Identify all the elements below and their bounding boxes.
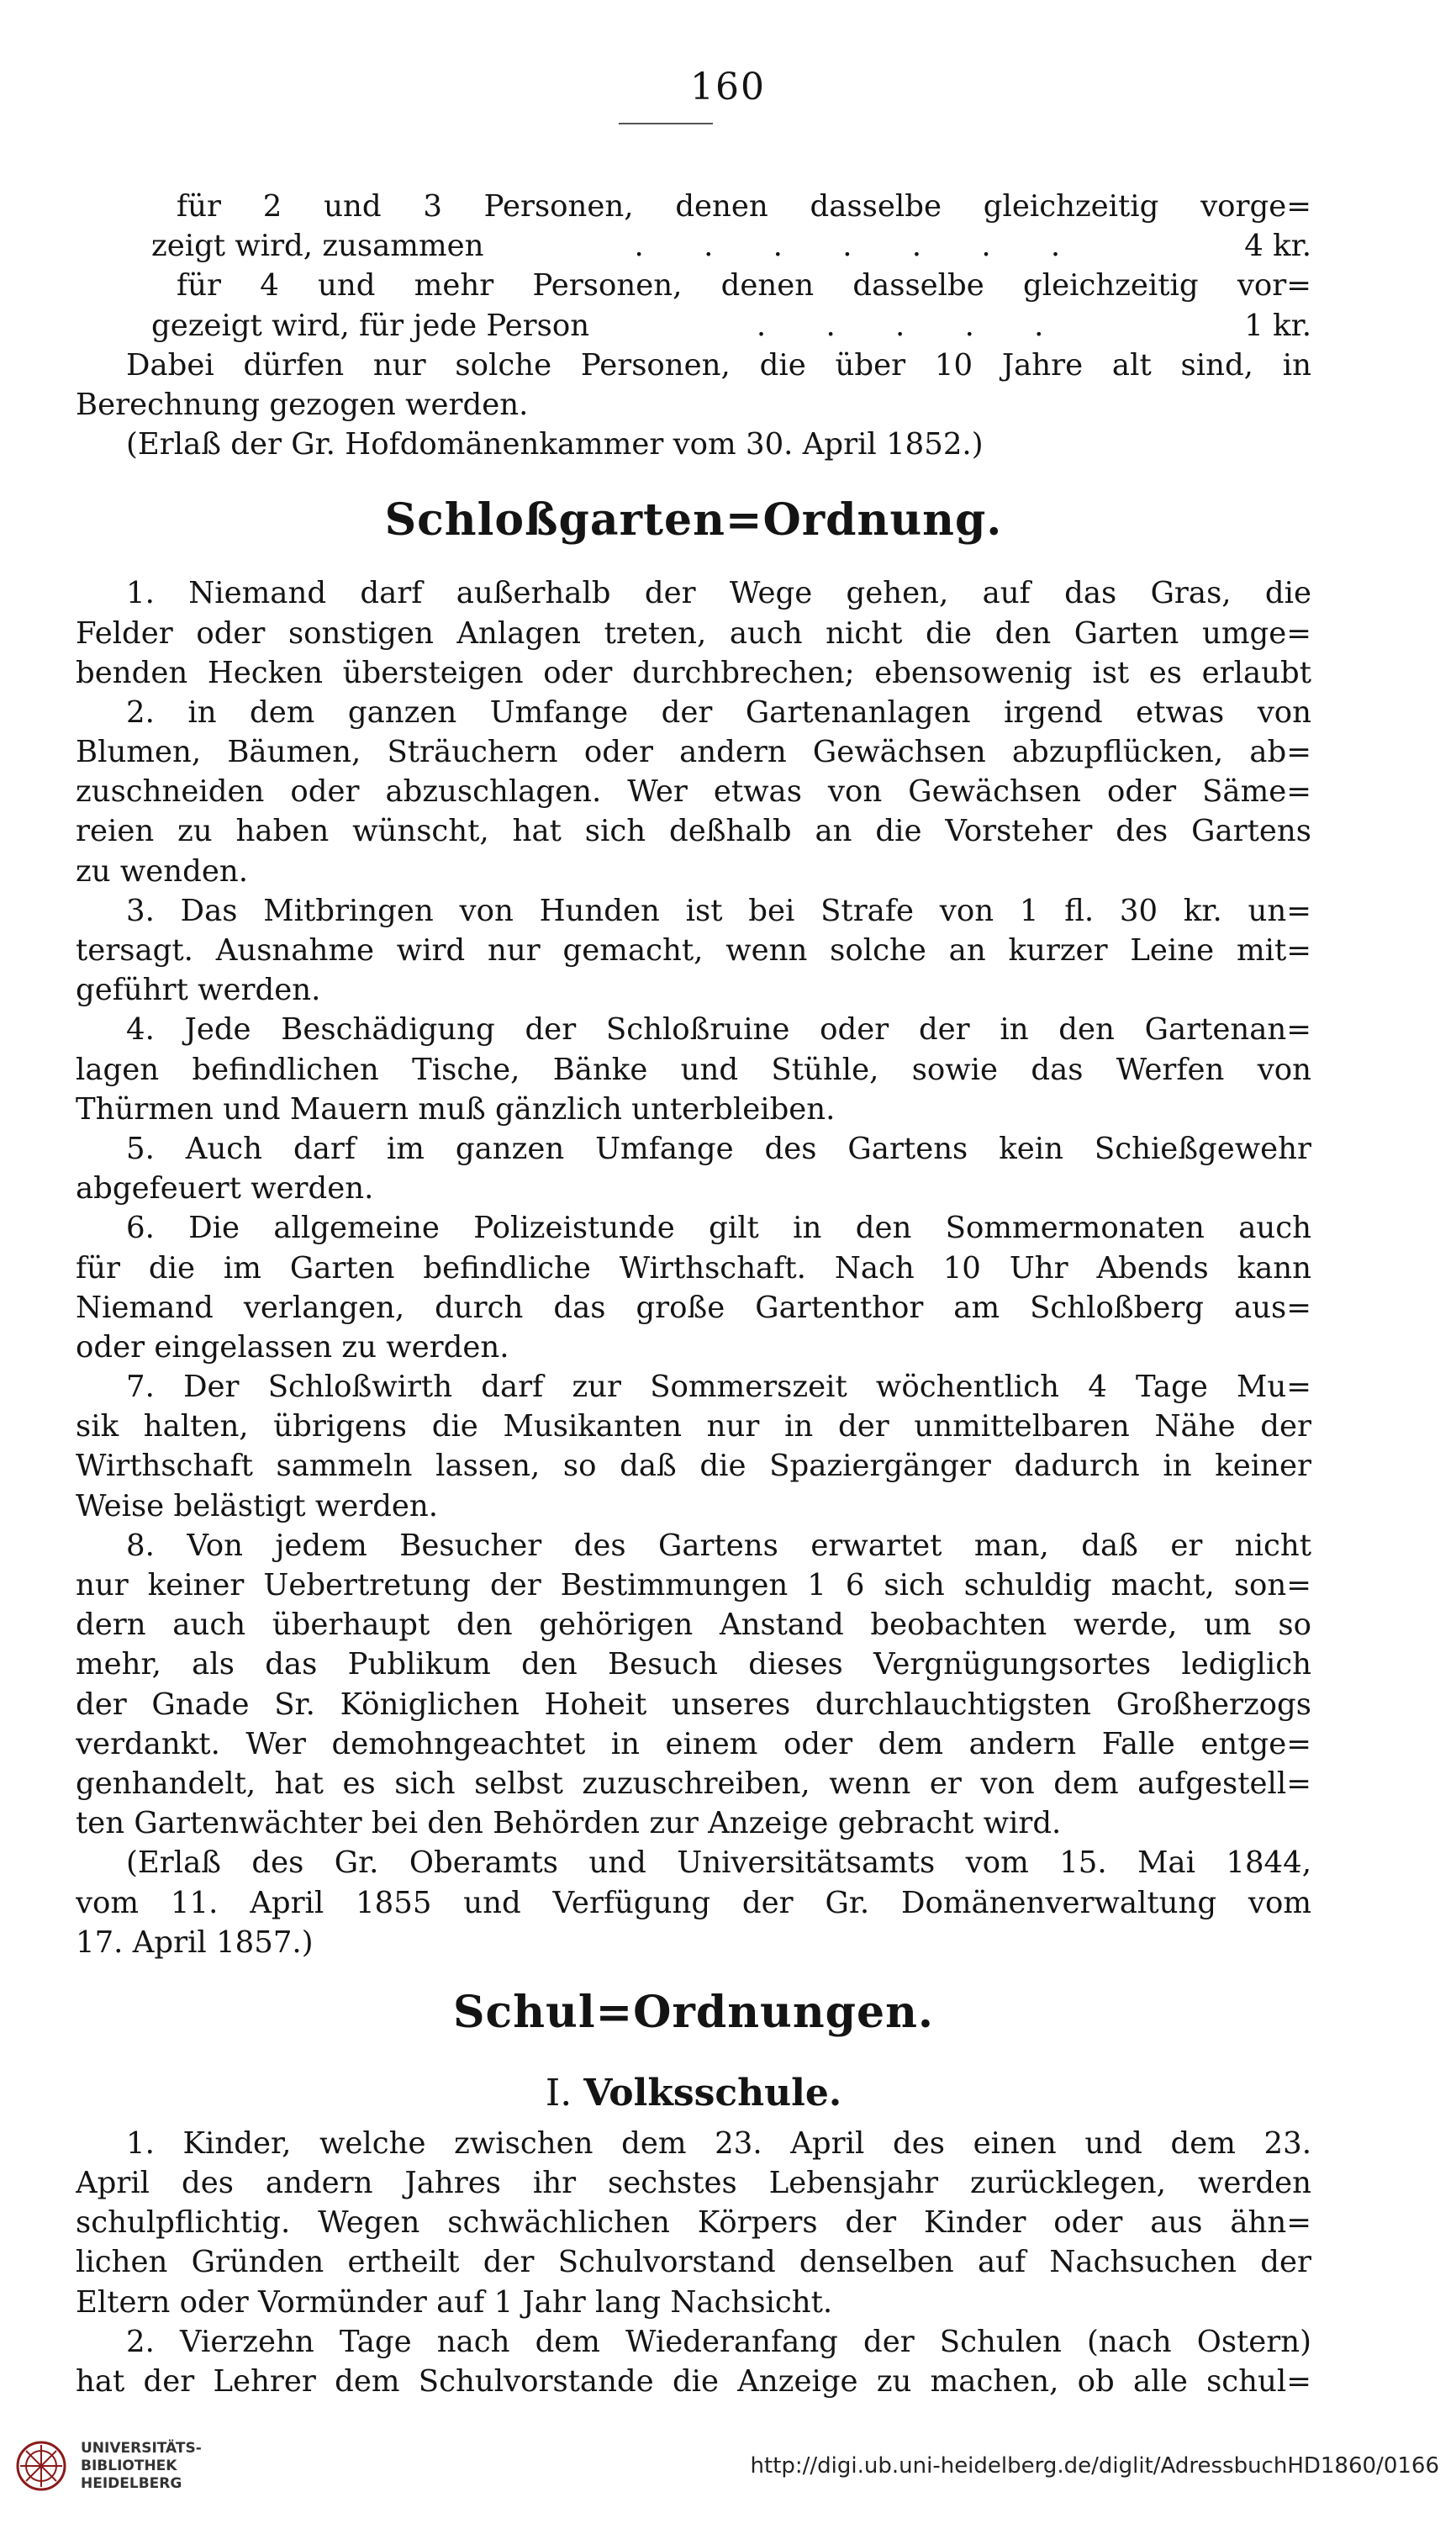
- text-line: vom 11. April 1855 und Verfügung der Gr. Domänenverwaltung vom: [76, 1885, 1311, 1920]
- page-number: 160: [690, 66, 766, 108]
- text-line: April des andern Jahres ihr sechstes Lebensjahr zurücklegen, werden: [76, 2166, 1311, 2201]
- text-line: Felder oder sonstigen Anlagen treten, auch nicht die den Garten umge=: [76, 615, 1311, 651]
- fee-line: für 2 und 3 Personen, denen dasselbe gleichzeitig vorge=: [177, 189, 1311, 224]
- text-line: zu wenden.: [76, 853, 248, 889]
- text-line: benden Hecken übersteigen oder durchbrechen; ebensowenig ist es erlaubt: [76, 655, 1311, 690]
- text-line: lichen Gründen ertheilt der Schulvorstand denselben auf Nachsuchen der: [76, 2245, 1311, 2280]
- fee-amount: 4 kr.: [1244, 229, 1311, 264]
- fee-text: gezeigt wird, für jede Person: [151, 308, 590, 343]
- text-line: Niemand verlangen, durch das große Gartenthor am Schloßberg aus=: [76, 1290, 1311, 1325]
- section-heading: Schul=Ordnungen.: [453, 1986, 934, 2038]
- source-citation: (Erlaß der Gr. Hofdomänenkammer vom 30. April 1852.): [126, 427, 984, 462]
- text-line: 6. Die allgemeine Polizeistunde gilt in den Sommermonaten auch: [126, 1211, 1311, 1246]
- library-footer: [0, 2428, 1456, 2529]
- fee-block: [76, 187, 1311, 346]
- library-name: UNIVERSITÄTS- BIBLIOTHEK HEIDELBERG: [81, 2440, 202, 2492]
- leader-dots: . . . . . . .: [634, 229, 1086, 264]
- text-line: genhandelt, hat es sich selbst zuzuschreiben, wenn er von dem aufgestell=: [76, 1766, 1311, 1801]
- text-line: 1. Kinder, welche zwischen dem 23. April des einen und dem 23.: [126, 2125, 1311, 2161]
- text-line: 1. Niemand darf außerhalb der Wege gehen, auf das Gras, die: [126, 576, 1311, 611]
- text-line: reien zu haben wünscht, hat sich deßhalb an die Vorsteher des Gartens: [76, 814, 1311, 849]
- text-line: oder eingelassen zu werden.: [76, 1329, 509, 1365]
- text-line: verdankt. Wer demohngeachtet in einem oder dem andern Falle entge=: [76, 1726, 1311, 1761]
- text-line: mehr, als das Publikum den Besuch dieses Vergnügungsortes lediglich: [76, 1647, 1311, 1682]
- text-line: 2. in dem ganzen Umfange der Gartenanlagen irgend etwas von: [126, 694, 1311, 730]
- fee-line: [76, 226, 1311, 266]
- text-line: geführt werden.: [76, 973, 321, 1008]
- subsection-number: I.: [545, 2071, 572, 2115]
- source-url[interactable]: http://digi.ub.uni-heidelberg.de/diglit/AdressbuchHD1860/0166: [750, 2453, 1439, 2479]
- leader-dots: . . . . .: [756, 308, 1069, 343]
- text-line: ten Gartenwächter bei den Behörden zur Anzeige gebracht wird.: [76, 1806, 1062, 1841]
- text-line: schulpflichtig. Wegen schwächlichen Körpers der Kinder oder aus ähn=: [76, 2205, 1311, 2241]
- fee-line: für 4 und mehr Personen, denen dasselbe gleichzeitig vor=: [177, 268, 1311, 304]
- text-line: Wirthschaft sammeln lassen, so daß die Spaziergänger dadurch in keiner: [76, 1449, 1311, 1484]
- section-body: [76, 573, 1311, 1962]
- text-line: zuschneiden oder abzuschlagen. Wer etwas von Gewächsen oder Säme=: [76, 774, 1311, 810]
- text-line: lagen befindlichen Tische, Bänke und Stühle, sowie das Werfen von: [76, 1052, 1311, 1087]
- page-number-rule: [619, 123, 713, 124]
- text-line: Blumen, Bäumen, Sträuchern oder andern Gewächsen abzupflücken, ab=: [76, 735, 1311, 770]
- fee-text: zeigt wird, zusammen: [151, 229, 484, 264]
- text-line: 7. Der Schloßwirth darf zur Sommerszeit wöchentlich 4 Tage Mu=: [126, 1370, 1311, 1405]
- text-line: 8. Von jedem Besucher des Gartens erwartet man, daß er nicht: [126, 1528, 1311, 1563]
- text-line: 3. Das Mitbringen von Hunden ist bei Strafe von 1 fl. 30 kr. un=: [126, 893, 1311, 928]
- text-line: hat der Lehrer dem Schulvorstande die Anzeige zu machen, ob alle schul=: [76, 2364, 1311, 2399]
- section-heading: Schloßgarten=Ordnung.: [384, 494, 1003, 546]
- text-line: für die im Garten befindliche Wirthschaft. Nach 10 Uhr Abends kann: [76, 1250, 1311, 1286]
- fee-amount: 1 kr.: [1244, 308, 1311, 343]
- fee-line: [76, 306, 1311, 346]
- text-line: tersagt. Ausnahme wird nur gemacht, wenn solche an kurzer Leine mit=: [76, 933, 1311, 968]
- text-line: 2. Vierzehn Tage nach dem Wiederanfang der Schulen (nach Ostern): [126, 2324, 1311, 2359]
- text-line: Thürmen und Mauern muß gänzlich unterbleiben.: [76, 1091, 836, 1127]
- text-line: Weise belästigt werden.: [76, 1488, 439, 1523]
- subsection-heading: [76, 2063, 1311, 2124]
- library-logo-icon: [15, 2440, 67, 2492]
- text-line: Dabei dürfen nur solche Personen, die über 10 Jahre alt sind, in: [126, 347, 1311, 383]
- text-line: 5. Auch darf im ganzen Umfange des Gartens kein Schießgewehr: [126, 1131, 1311, 1166]
- text-line: 17. April 1857.): [76, 1924, 314, 1960]
- text-line: (Erlaß des Gr. Oberamts und Universitätsamts vom 15. Mai 1844,: [126, 1845, 1311, 1881]
- text-line: abgefeuert werden.: [76, 1171, 374, 1206]
- text-line: der Gnade Sr. Königlichen Hoheit unseres durchlauchtigsten Großherzogs: [76, 1687, 1311, 1722]
- text-line: nur keiner Uebertretung der Bestimmungen 1 6 sich schuldig macht, son=: [76, 1568, 1311, 1602]
- text-line: dern auch überhaupt den gehörigen Anstand beobachten werde, um so: [76, 1608, 1311, 1643]
- text-line: Eltern oder Vormünder auf 1 Jahr lang Nachsicht.: [76, 2284, 833, 2320]
- section-body: [76, 2124, 1311, 2401]
- subsection-title: Volksschule.: [583, 2071, 842, 2115]
- text-line: sik halten, übrigens die Musikanten nur in der unmittelbaren Nähe der: [76, 1409, 1311, 1444]
- text-line: Berechnung gezogen werden.: [76, 387, 529, 422]
- text-line: 4. Jede Beschädigung der Schloßruine oder der in den Gartenan=: [126, 1012, 1311, 1048]
- page-content: [76, 187, 1311, 2401]
